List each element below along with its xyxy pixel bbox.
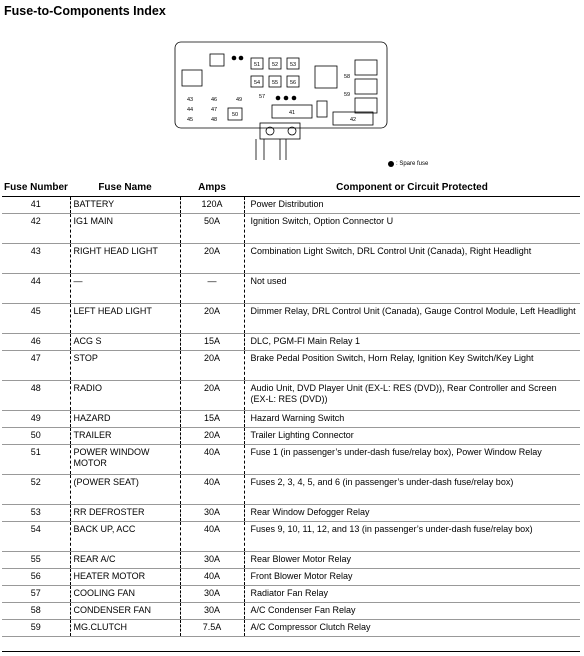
diagram-label-45: 45 bbox=[186, 117, 194, 123]
spare-fuse-legend bbox=[388, 161, 428, 167]
fuse-number: 53 bbox=[2, 505, 70, 522]
fuse-component: Ignition Switch, Option Connector U bbox=[244, 214, 580, 244]
header-fuse-number: Fuse Number bbox=[2, 181, 70, 197]
fuse-name: HAZARD bbox=[70, 411, 180, 428]
diagram-label-41: 41 bbox=[288, 110, 296, 116]
table-row bbox=[2, 569, 580, 586]
diagram-label-53: 53 bbox=[289, 62, 297, 68]
fuse-number: 56 bbox=[2, 569, 70, 586]
diagram-label-59: 59 bbox=[343, 92, 351, 98]
table-row bbox=[2, 445, 580, 475]
fuse-name: (POWER SEAT) bbox=[70, 475, 180, 505]
fuse-name: RIGHT HEAD LIGHT bbox=[70, 244, 180, 274]
table-row bbox=[2, 304, 580, 334]
fuse-name: POWER WINDOW MOTOR bbox=[70, 445, 180, 475]
fuse-amps: 50A bbox=[180, 214, 244, 244]
table-row bbox=[2, 475, 580, 505]
table-row bbox=[2, 428, 580, 445]
table-bottom-rule bbox=[2, 651, 580, 652]
fuse-number: 49 bbox=[2, 411, 70, 428]
fuse-number: 45 bbox=[2, 304, 70, 334]
fuse-amps: 30A bbox=[180, 552, 244, 569]
fuse-name: IG1 MAIN bbox=[70, 214, 180, 244]
fuse-number: 41 bbox=[2, 197, 70, 214]
legend-text: : Spare fuse bbox=[396, 161, 429, 167]
table-row bbox=[2, 244, 580, 274]
fuse-amps: 20A bbox=[180, 244, 244, 274]
fuse-name: BATTERY bbox=[70, 197, 180, 214]
table-row bbox=[2, 522, 580, 552]
fuse-amps: 15A bbox=[180, 334, 244, 351]
fuse-name: BACK UP, ACC bbox=[70, 522, 180, 552]
diagram-label-48: 48 bbox=[210, 117, 218, 123]
fuse-component: Fuses 2, 3, 4, 5, and 6 (in passenger’s under-dash fuse/relay box) bbox=[244, 475, 580, 505]
fuse-amps: 40A bbox=[180, 569, 244, 586]
diagram-label-51: 51 bbox=[253, 62, 261, 68]
fuse-amps: 40A bbox=[180, 445, 244, 475]
table-row bbox=[2, 505, 580, 522]
diagram-label-50: 50 bbox=[231, 112, 239, 118]
diagram-label-58: 58 bbox=[343, 74, 351, 80]
diagram-label-43: 43 bbox=[186, 97, 194, 103]
fuse-amps: 20A bbox=[180, 304, 244, 334]
fuse-amps: 20A bbox=[180, 351, 244, 381]
page-title: Fuse-to-Components Index bbox=[4, 4, 166, 18]
fuse-name: — bbox=[70, 274, 180, 304]
diagram-label-49: 49 bbox=[235, 97, 243, 103]
diagram-label-57: 57 bbox=[258, 94, 266, 100]
fuse-amps: 7.5A bbox=[180, 620, 244, 637]
fuse-component: DLC, PGM-FI Main Relay 1 bbox=[244, 334, 580, 351]
diagram-label-55: 55 bbox=[271, 80, 279, 86]
table-row bbox=[2, 351, 580, 381]
fuse-component: Rear Blower Motor Relay bbox=[244, 552, 580, 569]
table-row bbox=[2, 214, 580, 244]
diagram-label-46: 46 bbox=[210, 97, 218, 103]
fuse-name: RADIO bbox=[70, 381, 180, 411]
fuse-amps: 120A bbox=[180, 197, 244, 214]
fuse-number: 51 bbox=[2, 445, 70, 475]
fuse-amps: 40A bbox=[180, 522, 244, 552]
fuse-number: 59 bbox=[2, 620, 70, 637]
table-row bbox=[2, 411, 580, 428]
diagram-label-52: 52 bbox=[271, 62, 279, 68]
header-amps: Amps bbox=[180, 181, 244, 197]
fuse-name: RR DEFROSTER bbox=[70, 505, 180, 522]
fuse-amps: 40A bbox=[180, 475, 244, 505]
table-row bbox=[2, 334, 580, 351]
fuse-number: 43 bbox=[2, 244, 70, 274]
fuse-component: Rear Window Defogger Relay bbox=[244, 505, 580, 522]
fuse-name: ACG S bbox=[70, 334, 180, 351]
header-fuse-name: Fuse Name bbox=[70, 181, 180, 197]
fuse-name: COOLING FAN bbox=[70, 586, 180, 603]
fuse-number: 48 bbox=[2, 381, 70, 411]
fuse-amps: 30A bbox=[180, 603, 244, 620]
fuse-number: 42 bbox=[2, 214, 70, 244]
fuse-component: Fuses 9, 10, 11, 12, and 13 (in passenger’s under-dash fuse/relay box) bbox=[244, 522, 580, 552]
spare-fuse-dot-icon bbox=[388, 161, 394, 167]
fuse-number: 54 bbox=[2, 522, 70, 552]
fuse-name: STOP bbox=[70, 351, 180, 381]
fuse-box-diagram bbox=[170, 38, 440, 173]
diagram-label-47: 47 bbox=[210, 107, 218, 113]
fuse-table bbox=[2, 181, 580, 637]
fuse-name: REAR A/C bbox=[70, 552, 180, 569]
table-row bbox=[2, 274, 580, 304]
fuse-component: Fuse 1 (in passenger’s under-dash fuse/relay box), Power Window Relay bbox=[244, 445, 580, 475]
fuse-name: LEFT HEAD LIGHT bbox=[70, 304, 180, 334]
fuse-name: CONDENSER FAN bbox=[70, 603, 180, 620]
fuse-component: Power Distribution bbox=[244, 197, 580, 214]
fuse-amps: 30A bbox=[180, 505, 244, 522]
fuse-amps: 20A bbox=[180, 381, 244, 411]
fuse-amps: 20A bbox=[180, 428, 244, 445]
table-row bbox=[2, 552, 580, 569]
fuse-number: 58 bbox=[2, 603, 70, 620]
fuse-number: 52 bbox=[2, 475, 70, 505]
fuse-component: A/C Compressor Clutch Relay bbox=[244, 620, 580, 637]
fuse-component: Not used bbox=[244, 274, 580, 304]
fuse-component: Combination Light Switch, DRL Control Unit (Canada), Right Headlight bbox=[244, 244, 580, 274]
fuse-number: 50 bbox=[2, 428, 70, 445]
fuse-component: Front Blower Motor Relay bbox=[244, 569, 580, 586]
fuse-number: 44 bbox=[2, 274, 70, 304]
fuse-amps: 15A bbox=[180, 411, 244, 428]
fuse-name: MG.CLUTCH bbox=[70, 620, 180, 637]
fuse-number: 47 bbox=[2, 351, 70, 381]
fuse-number: 55 bbox=[2, 552, 70, 569]
table-row bbox=[2, 197, 580, 214]
table-row bbox=[2, 603, 580, 620]
fuse-component: Radiator Fan Relay bbox=[244, 586, 580, 603]
diagram-label-56: 56 bbox=[289, 80, 297, 86]
fuse-component: Dimmer Relay, DRL Control Unit (Canada), Gauge Control Module, Left Headlight bbox=[244, 304, 580, 334]
fuse-number: 57 bbox=[2, 586, 70, 603]
table-row bbox=[2, 381, 580, 411]
fuse-component: Brake Pedal Position Switch, Horn Relay, Ignition Key Switch/Key Light bbox=[244, 351, 580, 381]
header-component: Component or Circuit Protected bbox=[244, 181, 580, 197]
table-row bbox=[2, 586, 580, 603]
fuse-component: Audio Unit, DVD Player Unit (EX-L: RES (DVD)), Rear Controller and Screen (EX-L: RES (DVD)) bbox=[244, 381, 580, 411]
fuse-number: 46 bbox=[2, 334, 70, 351]
fuse-name: TRAILER bbox=[70, 428, 180, 445]
fuse-amps: 30A bbox=[180, 586, 244, 603]
fuse-amps: — bbox=[180, 274, 244, 304]
diagram-label-44: 44 bbox=[186, 107, 194, 113]
fuse-component: A/C Condenser Fan Relay bbox=[244, 603, 580, 620]
diagram-label-42: 42 bbox=[349, 117, 357, 123]
diagram-label-54: 54 bbox=[253, 80, 261, 86]
fuse-name: HEATER MOTOR bbox=[70, 569, 180, 586]
fuse-component: Trailer Lighting Connector bbox=[244, 428, 580, 445]
table-row bbox=[2, 620, 580, 637]
fuse-component: Hazard Warning Switch bbox=[244, 411, 580, 428]
